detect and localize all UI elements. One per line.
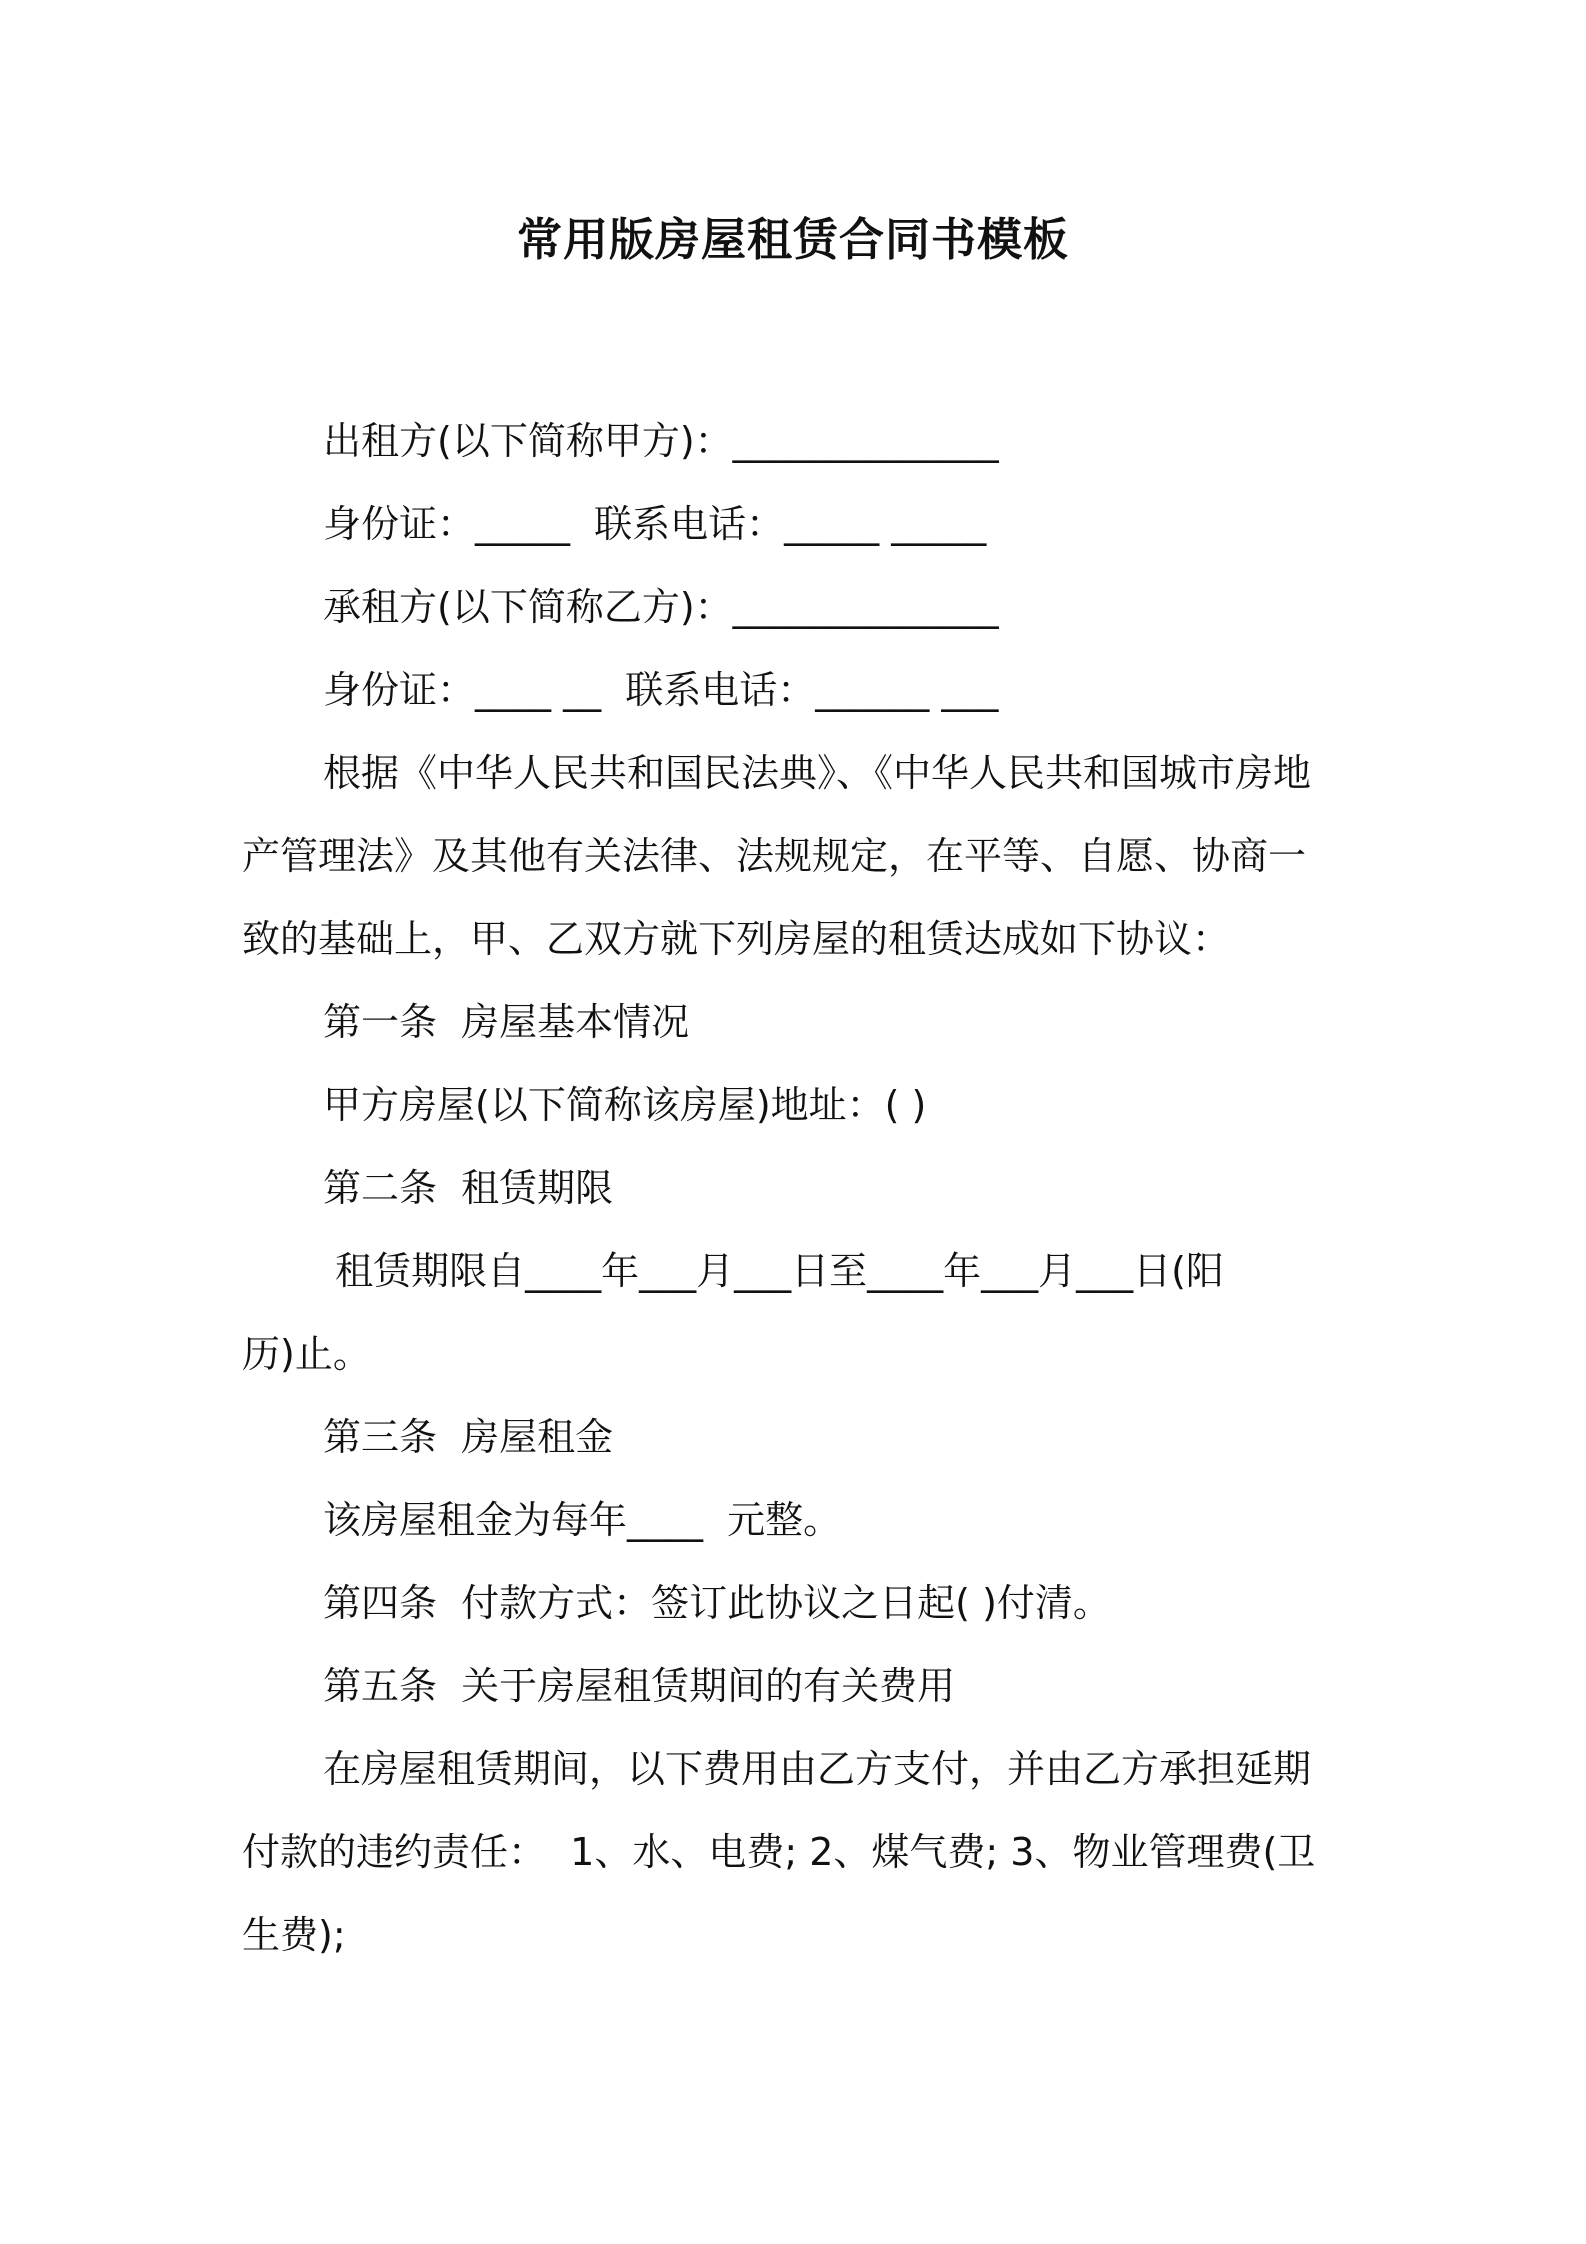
lessor-id-phone-line: 身份证：_____ 联系电话：_____ _____ [323, 502, 987, 546]
lessee-line: 承租方(以下简称乙方)：______________ [323, 585, 999, 629]
article-2-term-line-1: 租赁期限自____年___月___日至____年___月___日(阳 [323, 1249, 1224, 1293]
document-body [242, 400, 1352, 1977]
lessee-id-phone-line: 身份证：____ __ 联系电话：______ ___ [323, 668, 999, 712]
article-5-text-line-2: 付款的违约责任： 1、水、电费; 2、煤气费; 3、物业管理费(卫 [242, 1830, 1316, 1874]
document-title: 常用版房屋租赁合同书模板 [516, 213, 1069, 266]
article-1-address: 甲方房屋(以下简称该房屋)地址：( ) [323, 1083, 927, 1127]
lessor-line: 出租方(以下简称甲方)：______________ [323, 419, 999, 463]
article-2-term-line-2: 历)止。 [242, 1332, 371, 1376]
preamble-line-2: 产管理法》及其他有关法律、法规规定，在平等、自愿、协商一 [242, 834, 1307, 878]
article-5-text-line-1: 在房屋租赁期间，以下费用由乙方支付，并由乙方承担延期 [323, 1747, 1312, 1791]
preamble-line-3: 致的基础上，甲、乙双方就下列房屋的租赁达成如下协议： [242, 917, 1231, 961]
article-1-heading: 第一条 房屋基本情况 [323, 1000, 690, 1044]
article-5-text-line-3: 生费); [242, 1913, 346, 1957]
article-5-heading: 第五条 关于房屋租赁期间的有关费用 [323, 1664, 956, 1708]
preamble-line-1: 根据《中华人民共和国民法典》、《中华人民共和国城市房地 [323, 751, 1312, 795]
article-3-rent: 该房屋租金为每年____ 元整。 [323, 1498, 842, 1542]
article-2-heading: 第二条 租赁期限 [323, 1166, 614, 1210]
article-3-heading: 第三条 房屋租金 [323, 1415, 614, 1459]
article-4-payment: 第四条 付款方式：签订此协议之日起( )付清。 [323, 1581, 1111, 1625]
